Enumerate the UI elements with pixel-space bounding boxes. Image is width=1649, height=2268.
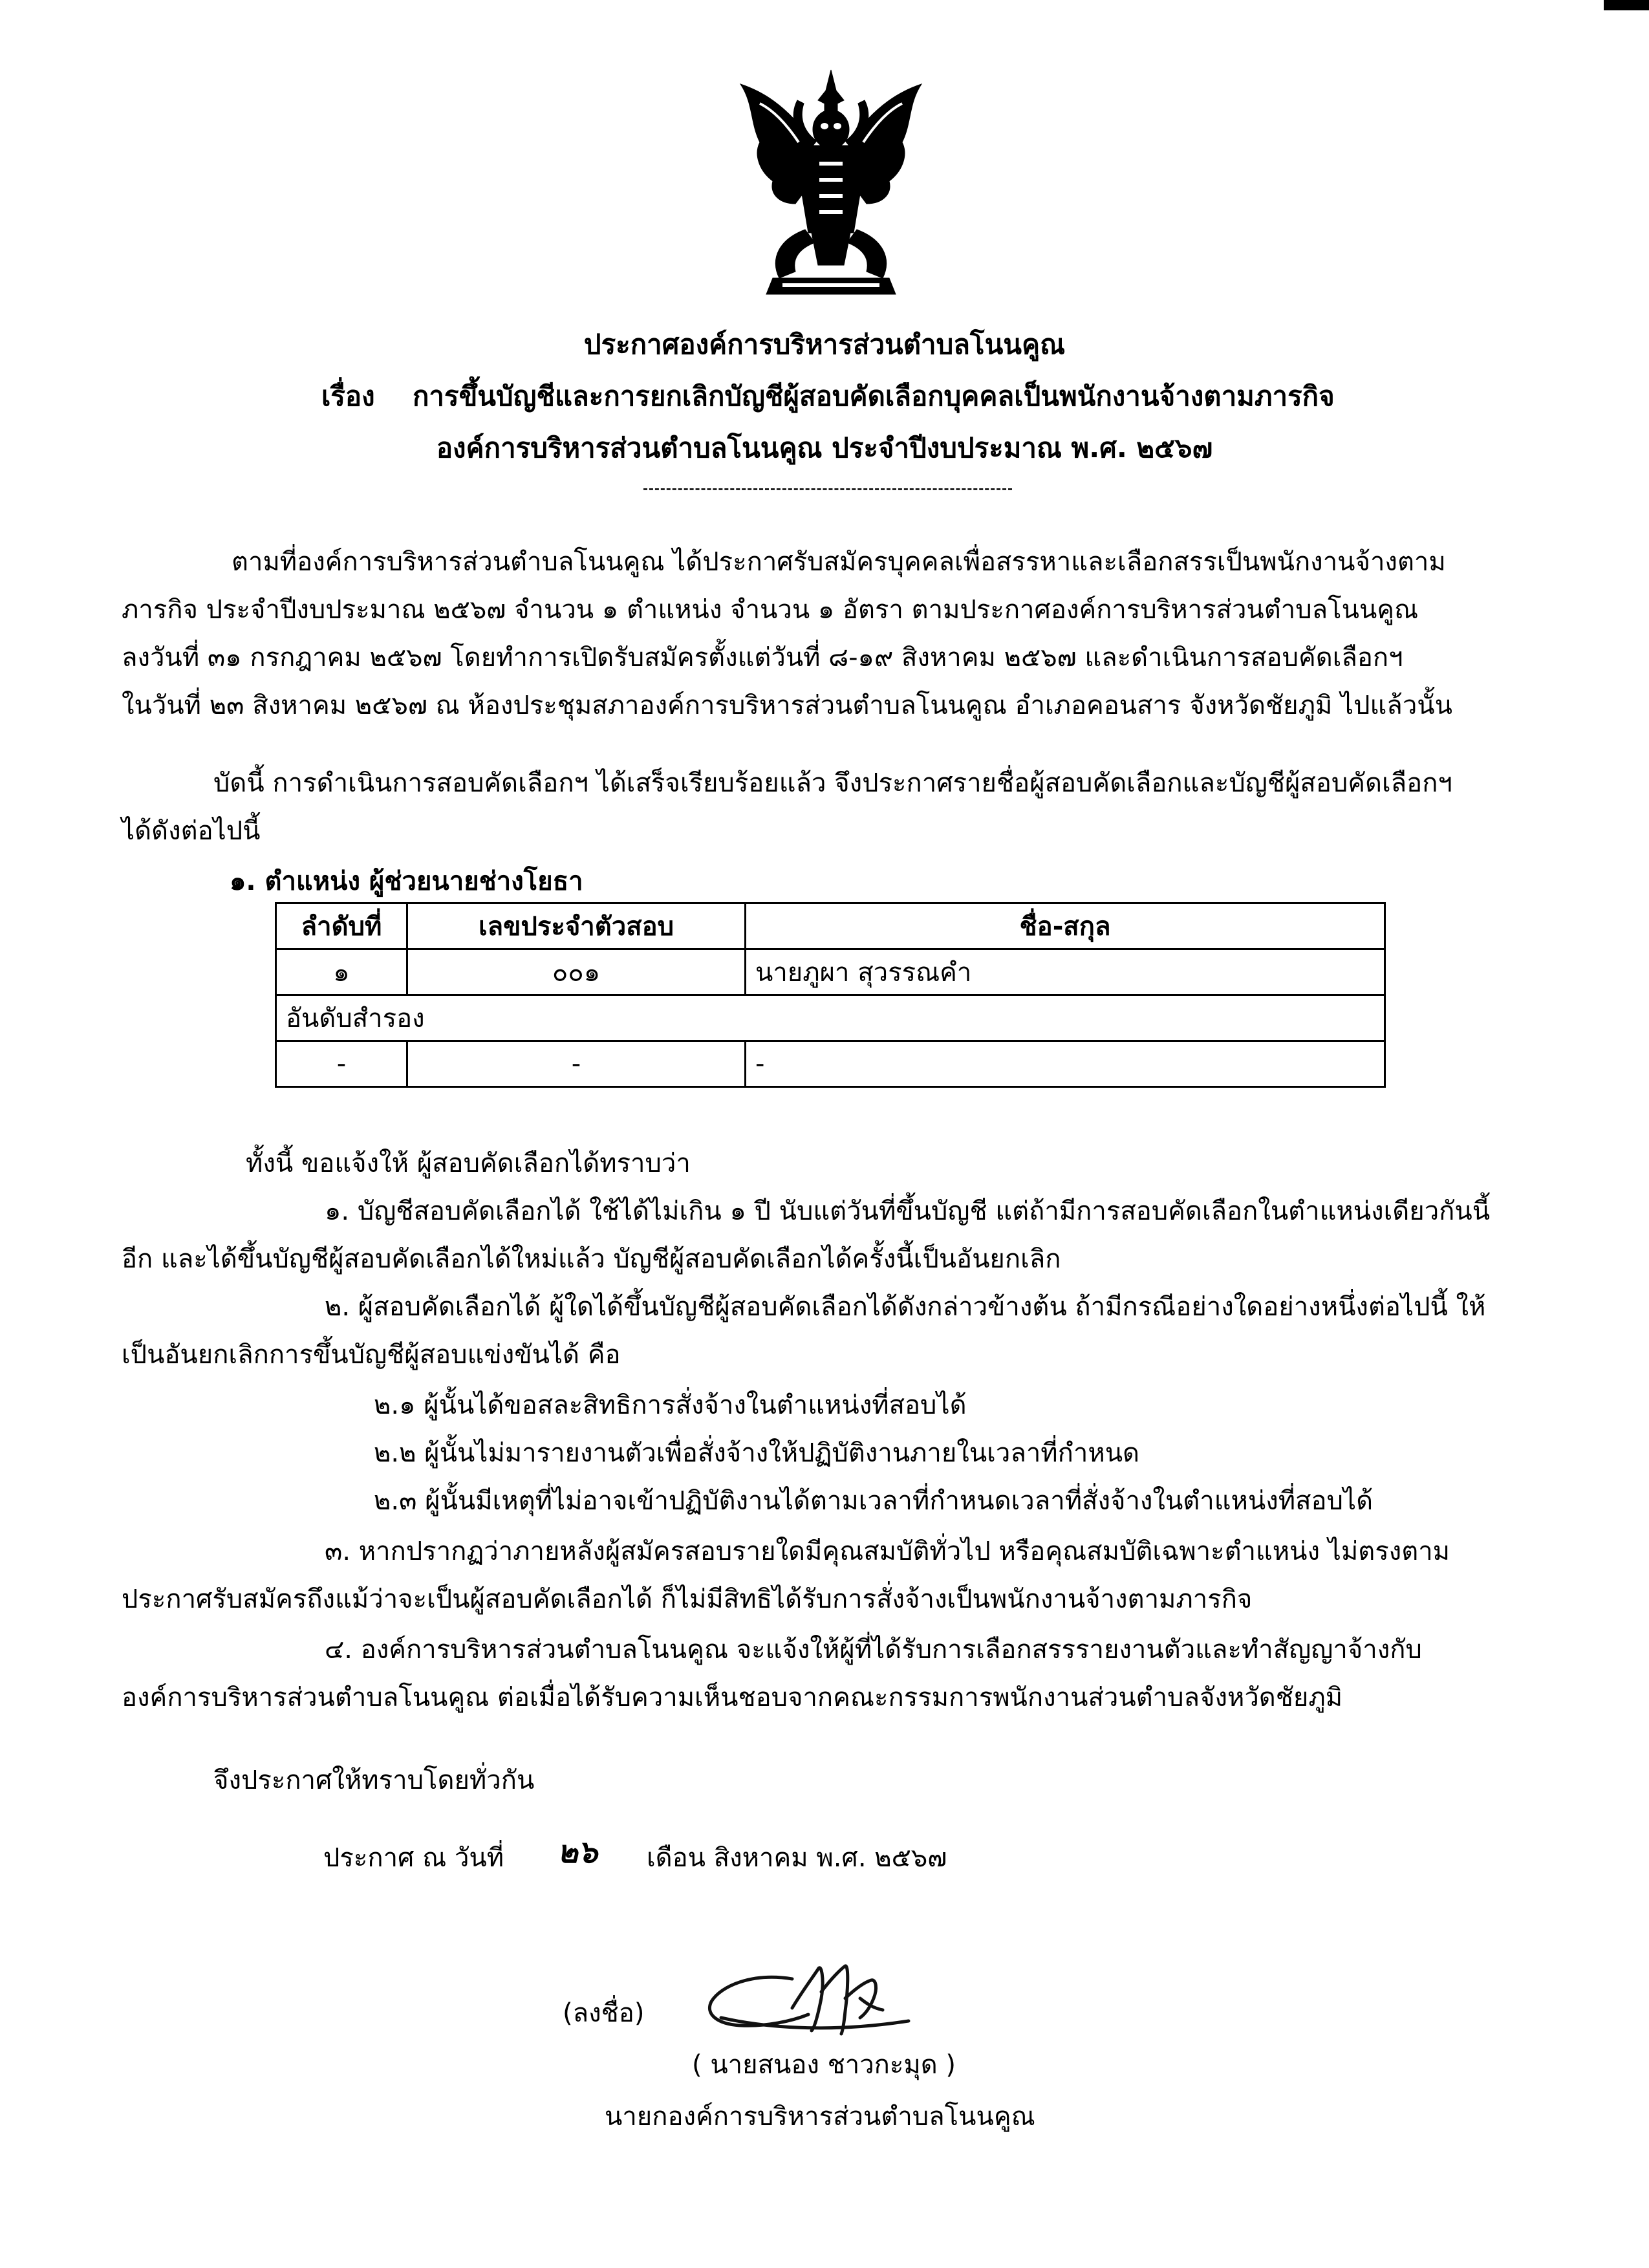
signatory-title: นายกองค์การบริหารส่วนตำบลโนนคูณ	[605, 2102, 1035, 2132]
reserve-name: -	[746, 1041, 1385, 1087]
table-header-row	[276, 903, 1385, 949]
notice-item-2-2: ๒.๒ ผู้นั้นไม่มารายงานตัวเพื่อสั่งจ้างให้ปฏิบัติงานภายในเวลาที่กำหนด	[374, 1438, 1140, 1468]
closing-date-day: ๒๖	[557, 1834, 598, 1870]
reserve-label: อันดับสำรอง	[276, 995, 1385, 1041]
subject-label: เรื่อง	[321, 380, 375, 412]
notice-item-2-line-1: ๒. ผู้สอบคัดเลือกได้ ผู้ใดได้ขึ้นบัญชีผู้สอบคัดเลือกได้ดังกล่าวข้างต้น ถ้ามีกรณีอย่างใดอย่างหนึ่งต่อไปนี้ ให้	[325, 1292, 1486, 1322]
signature-mark	[695, 1953, 915, 2050]
notice-item-4-line-1: ๔. องค์การบริหารส่วนตำบลโนนคูณ จะแจ้งให้ผู้ที่ได้รับการเลือกสรรรายงานตัวและทำสัญญาจ้างกับ	[325, 1635, 1422, 1665]
result-table	[275, 902, 1386, 1088]
intro-line-4: ในวันที่ ๒๓ สิงหาคม ๒๕๖๗ ณ ห้องประชุมสภาองค์การบริหารส่วนตำบลโนนคูณ อำเภอคอนสาร จังหวัดชัยภูมิ ไปแล้วนั้น	[122, 691, 1452, 720]
notice-item-2-line-2: เป็นอันยกเลิกการขึ้นบัญชีผู้สอบแข่งขันได้ คือ	[122, 1340, 621, 1370]
notice-item-2-3: ๒.๓ ผู้นั้นมีเหตุที่ไม่อาจเข้าปฏิบัติงานได้ตามเวลาที่กำหนดเวลาที่สั่งจ้างในตำแหน่งที่สอบได้	[374, 1486, 1374, 1516]
reserve-label-row	[276, 995, 1385, 1041]
subject-text: การขึ้นบัญชีและการยกเลิกบัญชีผู้สอบคัดเลือกบุคคลเป็นพนักงานจ้างตามภารกิจ	[413, 380, 1335, 412]
notice-intro: ทั้งนี้ ขอแจ้งให้ ผู้สอบคัดเลือกได้ทราบว่า	[246, 1149, 691, 1178]
notice-item-2-1: ๒.๑ ผู้นั้นได้ขอสละสิทธิการสั่งจ้างในตำแหน่งที่สอบได้	[374, 1390, 967, 1420]
intro-line-2: ภารกิจ ประจำปีงบประมาณ ๒๕๖๗ จำนวน ๑ ตำแหน่ง จำนวน ๑ อัตรา ตามประกาศองค์การบริหารส่วนตำบลโนนคูณ	[122, 595, 1419, 625]
notice-item-1-line-1: ๑. บัญชีสอบคัดเลือกได้ ใช้ได้ไม่เกิน ๑ ปี นับแต่วันที่ขึ้นบัญชี แต่ถ้ามีการสอบคัดเลือกในตำแหน่งเดียวกันนี้	[325, 1196, 1491, 1226]
subject-line-2: องค์การบริหารส่วนตำบลโนนคูณ ประจำปีงบประมาณ พ.ศ. ๒๕๖๗	[436, 432, 1213, 464]
closing-date-suffix: เดือน สิงหาคม พ.ศ. ๒๕๖๗	[647, 1843, 947, 1873]
cell-name: นายภูผา สุวรรณคำ	[746, 949, 1385, 995]
page-title: ประกาศองค์การบริหารส่วนตำบลโนนคูณ	[583, 329, 1066, 360]
header-name: ชื่อ-สกุล	[746, 903, 1385, 949]
cell-exam-id: ๐๐๑	[407, 949, 746, 995]
corner-mark	[1604, 0, 1649, 10]
intro-line-3: ลงวันที่ ๓๑ กรกฎาคม ๒๕๖๗ โดยทำการเปิดรับสมัครตั้งแต่วันที่ ๘-๑๙ สิงหาคม ๒๕๖๗ และดำเนินการสอบคัดเลือกฯ	[122, 643, 1403, 673]
notice-item-3-line-2: ประกาศรับสมัครถึงแม้ว่าจะเป็นผู้สอบคัดเลือกได้ ก็ไม่มีสิทธิได้รับการสั่งจ้างเป็นพนักงานจ้างตามภารกิจ	[122, 1584, 1253, 1614]
divider	[643, 488, 1012, 490]
signatory-name: ( นายสนอง ชาวกะมุด )	[692, 2050, 956, 2080]
header-exam-id: เลขประจำตัวสอบ	[407, 903, 746, 949]
notice-item-3-line-1: ๓. หากปรากฏว่าภายหลังผู้สมัครสอบรายใดมีคุณสมบัติทั่วไป หรือคุณสมบัติเฉพาะตำแหน่ง ไม่ตรงตาม	[325, 1537, 1450, 1566]
sign-label: (ลงชื่อ)	[563, 1998, 645, 2028]
closing-date-prefix: ประกาศ ณ วันที่	[323, 1843, 504, 1873]
notice-item-4-line-2: องค์การบริหารส่วนตำบลโนนคูณ ต่อเมื่อได้รับความเห็นชอบจากคณะกรรมการพนักงานส่วนตำบลจังหวัดชัยภูมิ	[122, 1683, 1343, 1712]
notice-item-1-line-2: อีก และได้ขึ้นบัญชีผู้สอบคัดเลือกได้ใหม่แล้ว บัญชีผู้สอบคัดเลือกได้ครั้งนี้เป็นอันยกเลิก	[122, 1244, 1061, 1274]
table-row	[276, 949, 1385, 995]
reserve-exam-id: -	[407, 1041, 746, 1087]
header-rank: ลำดับที่	[276, 903, 407, 949]
garuda-emblem-icon	[734, 65, 928, 310]
announce-line-2: ได้ดังต่อไปนี้	[122, 816, 261, 846]
reserve-row	[276, 1041, 1385, 1087]
announce-line-1: บัดนี้ การดำเนินการสอบคัดเลือกฯ ได้เสร็จเรียบร้อยแล้ว จึงประกาศรายชื่อผู้สอบคัดเลือกและบัญชีผู้สอบคัดเลือกฯ	[213, 768, 1452, 798]
position-heading: ๑. ตำแหน่ง ผู้ช่วยนายช่างโยธา	[230, 867, 583, 896]
cell-rank: ๑	[276, 949, 407, 995]
reserve-rank: -	[276, 1041, 407, 1087]
intro-line-1: ตามที่องค์การบริหารส่วนตำบลโนนคูณ ได้ประกาศรับสมัครบุคคลเพื่อสรรหาและเลือกสรรเป็นพนักงานจ้างตาม	[232, 547, 1446, 577]
closing-text: จึงประกาศให้ทราบโดยทั่วกัน	[213, 1766, 535, 1795]
